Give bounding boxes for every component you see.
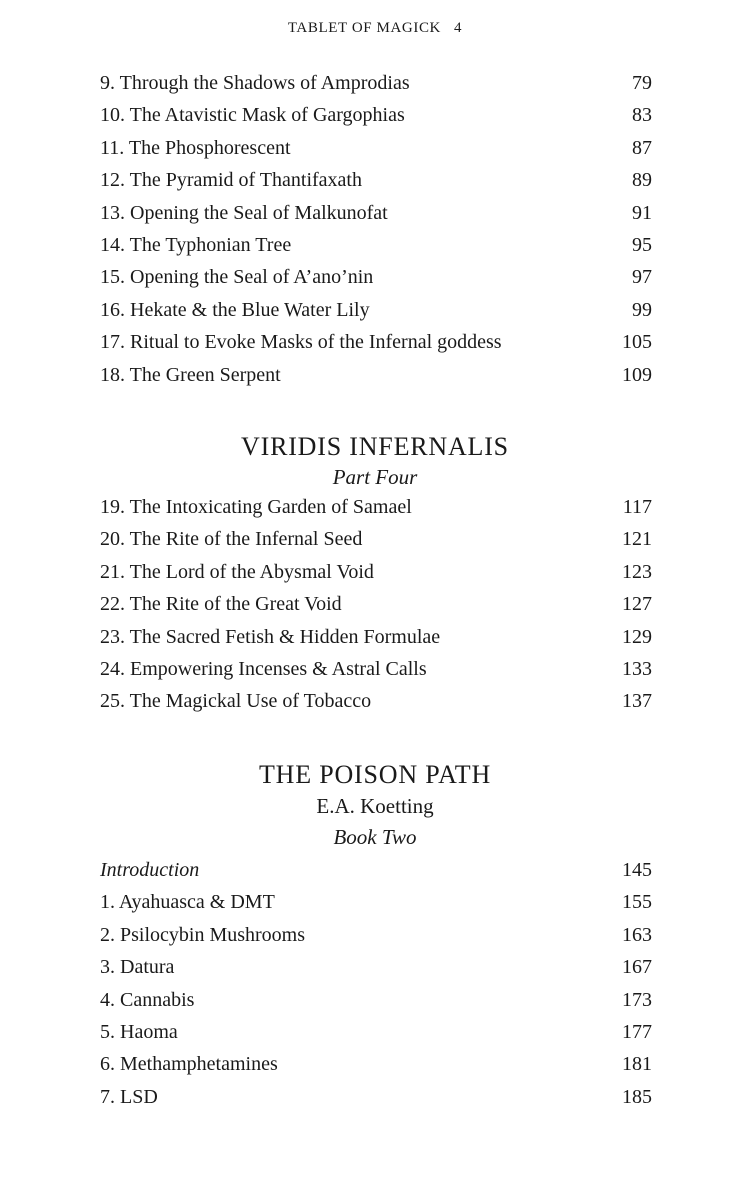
entry-page-number: 163 — [622, 923, 652, 946]
toc-entry — [100, 169, 652, 201]
entry-title: 16. Hekate & the Blue Water Lily — [100, 298, 370, 321]
section-author: E.A. Koetting — [316, 794, 434, 818]
toc-entry — [100, 989, 652, 1021]
toc-entry — [100, 202, 652, 234]
toc-entry-introduction — [100, 859, 652, 891]
toc-entry — [100, 137, 652, 169]
toc-entry — [100, 924, 652, 956]
entry-page-number: 129 — [622, 625, 652, 648]
entry-page-number: 167 — [622, 956, 652, 979]
entry-title: 23. The Sacred Fetish & Hidden Formulae — [100, 625, 441, 648]
toc-entry — [100, 626, 652, 658]
entry-title: 9. Through the Shadows of Amprodias — [100, 72, 410, 94]
entry-page-number: 95 — [632, 233, 652, 256]
entry-title: 6. Methamphetamines — [100, 1053, 278, 1076]
entry-page-number: 173 — [622, 988, 652, 1011]
entry-title: 14. The Typhonian Tree — [100, 233, 292, 256]
entry-page-number: 185 — [622, 1085, 652, 1108]
entry-page-number: 89 — [632, 169, 652, 192]
entry-page-number: 117 — [622, 496, 652, 518]
entry-title: 20. The Rite of the Infernal Seed — [100, 528, 363, 551]
entry-page-number: 121 — [622, 528, 652, 551]
toc-entry — [100, 1086, 652, 1118]
entry-page-number: 181 — [622, 1053, 652, 1076]
entry-title: 11. The Phosphorescent — [100, 136, 291, 159]
entry-title: 12. The Pyramid of Thantifaxath — [100, 169, 362, 192]
entry-title: 25. The Magickal Use of Tobacco — [100, 690, 372, 713]
entry-title: 2. Psilocybin Mushrooms — [100, 923, 306, 946]
entry-page-number: 87 — [632, 136, 652, 159]
toc-entry — [100, 266, 652, 298]
toc-entry — [100, 528, 652, 560]
toc-entry — [100, 496, 652, 528]
entry-title: 4. Cannabis — [100, 988, 195, 1011]
entry-page-number: 109 — [622, 363, 652, 386]
toc-entry — [100, 690, 652, 722]
entry-page-number: 177 — [622, 1020, 652, 1043]
entry-title: 17. Ritual to Evoke Masks of the Infernal goddess — [100, 331, 502, 354]
toc-entry — [100, 1021, 652, 1053]
toc-entry — [100, 364, 652, 396]
entry-title: 10. The Atavistic Mask of Gargophias — [100, 104, 405, 127]
entry-page-number: 91 — [632, 201, 652, 224]
entry-title: Introduction — [100, 859, 200, 881]
entry-title: 22. The Rite of the Great Void — [100, 593, 342, 616]
entry-title: 13. Opening the Seal of Malkunofat — [100, 201, 388, 224]
section-title: VIRIDIS INFERNALIS — [241, 432, 509, 461]
running-head: TABLET OF MAGICK 4 — [287, 20, 463, 36]
toc-entry — [100, 956, 652, 988]
toc-list-book-two — [100, 859, 652, 1118]
toc-entry — [100, 331, 652, 363]
entry-title: 15. Opening the Seal of A’ano’nin — [100, 266, 374, 289]
entry-title: 18. The Green Serpent — [100, 363, 281, 386]
toc-entry — [100, 299, 652, 331]
toc-entry — [100, 104, 652, 136]
entry-page-number: 105 — [622, 331, 652, 354]
entry-page-number: 99 — [632, 298, 652, 321]
section-part-label: Part Four — [332, 465, 418, 489]
toc-list-part-four — [100, 496, 652, 723]
toc-list-part-three — [100, 72, 652, 396]
entry-title: 5. Haoma — [100, 1020, 178, 1043]
entry-title: 21. The Lord of the Abysmal Void — [100, 560, 374, 583]
entry-title: 19. The Intoxicating Garden of Samael — [100, 496, 412, 518]
entry-title: 3. Datura — [100, 956, 175, 979]
section-part-label: Book Two — [333, 825, 417, 849]
entry-page-number: 127 — [622, 593, 652, 616]
toc-entry — [100, 561, 652, 593]
toc-entry — [100, 1053, 652, 1085]
section-heading-poison-path — [0, 760, 750, 852]
entry-title: 1. Ayahuasca & DMT — [100, 891, 275, 914]
toc-entry — [100, 891, 652, 923]
entry-page-number: 97 — [632, 266, 652, 289]
entry-page-number: 155 — [622, 891, 652, 914]
toc-entry — [100, 234, 652, 266]
entry-page-number: 137 — [622, 690, 652, 713]
toc-entry — [100, 72, 652, 104]
entry-page-number: 145 — [622, 859, 652, 881]
section-heading-viridis-infernalis — [0, 432, 750, 492]
entry-page-number: 133 — [622, 657, 652, 680]
entry-title: 7. LSD — [100, 1085, 158, 1108]
entry-title: 24. Empowering Incenses & Astral Calls — [100, 657, 427, 680]
entry-page-number: 83 — [632, 104, 652, 127]
toc-entry — [100, 658, 652, 690]
section-title: THE POISON PATH — [258, 760, 492, 789]
entry-page-number: 123 — [622, 560, 652, 583]
entry-page-number: 79 — [632, 72, 652, 94]
toc-entry — [100, 593, 652, 625]
